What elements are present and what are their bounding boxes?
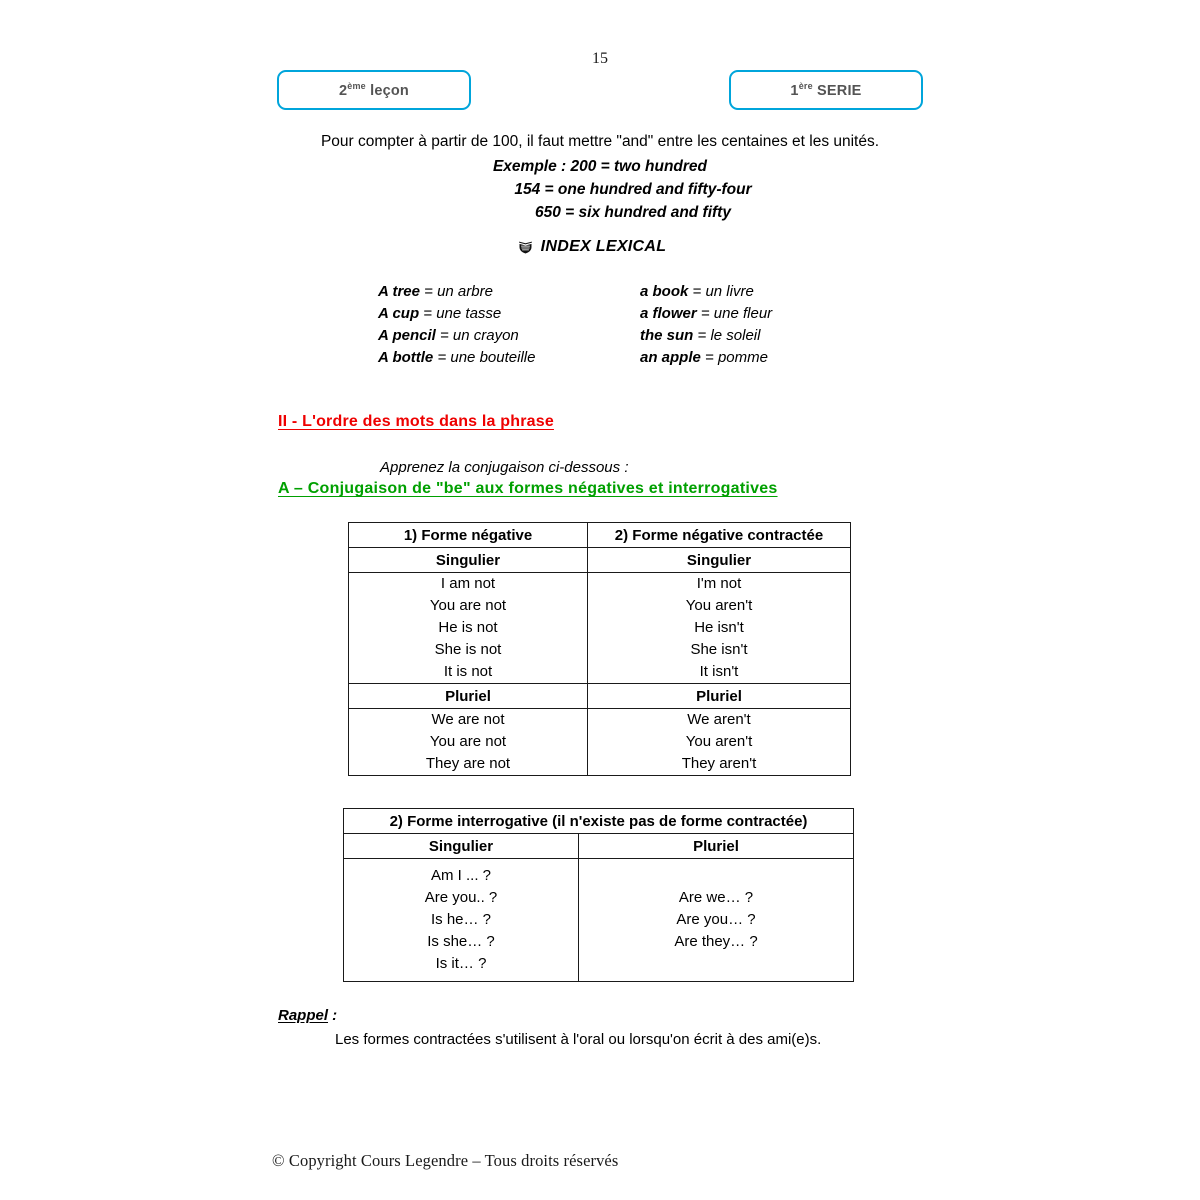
book-icon bbox=[518, 239, 533, 255]
plural-contracted-cell bbox=[588, 709, 851, 776]
conjugation-line: He isn't bbox=[694, 619, 744, 636]
conjugation-line: They are not bbox=[425, 755, 511, 772]
column-header-negative: 1) Forme négative bbox=[349, 523, 588, 548]
page-number: 15 bbox=[592, 50, 608, 67]
vocab-item bbox=[640, 303, 838, 325]
vocab-definition: = le soleil bbox=[693, 327, 761, 344]
conjugation-line: It isn't bbox=[699, 663, 739, 680]
example-line: 650 = six hundred and fifty bbox=[535, 203, 731, 221]
vocab-definition: = un livre bbox=[688, 283, 754, 300]
vocab-definition: = un crayon bbox=[435, 327, 519, 344]
vocabulary-list bbox=[378, 281, 838, 369]
singular-interrogative-cell bbox=[344, 859, 579, 982]
examples-block bbox=[0, 156, 1200, 225]
subsection-heading-be-conjugation: A – Conjugaison de "be" aux formes négatives et interrogatives bbox=[278, 480, 778, 497]
intro-block bbox=[0, 131, 1200, 225]
vocab-item bbox=[378, 281, 640, 303]
instruction-text: Apprenez la conjugaison ci-dessous : bbox=[380, 459, 629, 476]
vocab-item bbox=[378, 303, 640, 325]
singular-contracted-cell bbox=[588, 573, 851, 684]
conjugation-line: You are not bbox=[429, 733, 507, 750]
conjugation-line: They aren't bbox=[681, 755, 757, 772]
interrogative-table-title: 2) Forme interrogative (il n'existe pas de forme contractée) bbox=[344, 809, 854, 834]
vocab-term: the sun bbox=[640, 327, 694, 344]
subheader-pluriel: Pluriel bbox=[579, 834, 854, 859]
vocab-term: A tree bbox=[378, 283, 420, 300]
conjugation-line: I'm not bbox=[696, 575, 742, 592]
conjugation-line: He is not bbox=[438, 619, 498, 636]
table-row bbox=[349, 523, 851, 548]
example-line: 154 = one hundred and fifty-four bbox=[514, 180, 752, 198]
vocab-item bbox=[640, 325, 838, 347]
vocab-term: A bottle bbox=[378, 349, 434, 366]
conjugation-line: It is not bbox=[443, 663, 493, 680]
section-heading-word-order: II - L'ordre des mots dans la phrase bbox=[278, 413, 554, 430]
table-row bbox=[349, 709, 851, 776]
conjugation-line: We aren't bbox=[687, 711, 751, 728]
vocab-term: an apple bbox=[640, 349, 701, 366]
subheader-singulier: Singulier bbox=[344, 834, 579, 859]
vocab-term: A cup bbox=[378, 305, 420, 322]
conjugation-line: Are they… ? bbox=[674, 933, 758, 950]
serie-badge-word: SERIE bbox=[812, 82, 862, 99]
vocab-item bbox=[378, 347, 640, 369]
rappel-colon: : bbox=[328, 1007, 338, 1024]
example-line: Exemple : 200 = two hundred bbox=[492, 158, 708, 175]
vocab-item bbox=[640, 281, 838, 303]
serie-badge-ordinal: ère bbox=[798, 81, 813, 92]
table-row bbox=[349, 573, 851, 684]
vocab-definition: = pomme bbox=[700, 349, 768, 366]
serie-badge-number: 1 bbox=[790, 82, 799, 99]
table-row bbox=[349, 684, 851, 709]
table-row bbox=[349, 548, 851, 573]
table-row bbox=[344, 809, 854, 834]
conjugation-line: You aren't bbox=[685, 733, 753, 750]
vocab-term: a book bbox=[640, 283, 689, 300]
conjugation-line: Are you… ? bbox=[676, 911, 756, 928]
conjugation-line: Is he… ? bbox=[430, 911, 492, 928]
lesson-badge bbox=[277, 70, 471, 110]
conjugation-line: You are not bbox=[429, 597, 507, 614]
lesson-badge-number: 2 bbox=[339, 82, 348, 99]
lesson-badge-word: leçon bbox=[365, 82, 409, 99]
lesson-badge-ordinal: ème bbox=[347, 81, 366, 92]
subheader-singulier-left: Singulier bbox=[349, 548, 588, 573]
singular-negative-cell bbox=[349, 573, 588, 684]
plural-negative-cell bbox=[349, 709, 588, 776]
rappel-body-text: Les formes contractées s'utilisent à l'oral ou lorsqu'on écrit à des ami(e)s. bbox=[335, 1031, 822, 1048]
conjugation-line: Is she… ? bbox=[427, 933, 495, 950]
vocab-definition: = une tasse bbox=[419, 305, 502, 322]
vocab-definition: = une bouteille bbox=[433, 349, 536, 366]
conjugation-line: We are not bbox=[431, 711, 505, 728]
vocab-definition: = un arbre bbox=[419, 283, 493, 300]
conjugation-line: She is not bbox=[434, 641, 502, 658]
rappel-heading bbox=[278, 1007, 337, 1024]
column-header-negative-contracted: 2) Forme négative contractée bbox=[588, 523, 851, 548]
negative-forms-table bbox=[348, 522, 851, 776]
rappel-label: Rappel bbox=[278, 1007, 329, 1024]
vocab-definition: = une fleur bbox=[696, 305, 773, 322]
copyright-footer: © Copyright Cours Legendre – Tous droits réservés bbox=[272, 1151, 619, 1170]
index-lexical-title: INDEX LEXICAL bbox=[540, 238, 667, 255]
lesson-badge-label bbox=[339, 81, 409, 99]
plural-interrogative-cell bbox=[579, 859, 854, 982]
conjugation-line: You aren't bbox=[685, 597, 753, 614]
vocab-term: A pencil bbox=[378, 327, 436, 344]
serie-badge bbox=[729, 70, 923, 110]
vocab-term: a flower bbox=[640, 305, 697, 322]
serie-badge-label bbox=[790, 81, 861, 99]
subheader-pluriel-right: Pluriel bbox=[588, 684, 851, 709]
counting-rule-text: Pour compter à partir de 100, il faut mettre "and" entre les centaines et les unités. bbox=[320, 133, 880, 150]
vocab-item bbox=[640, 347, 838, 369]
conjugation-line: Am I ... ? bbox=[430, 867, 491, 884]
conjugation-line: Are you.. ? bbox=[424, 889, 498, 906]
index-lexical-header bbox=[0, 238, 1200, 260]
table-row bbox=[344, 859, 854, 982]
conjugation-line: Are we… ? bbox=[678, 889, 754, 906]
vocab-item bbox=[378, 325, 640, 347]
subheader-singulier-right: Singulier bbox=[588, 548, 851, 573]
conjugation-line: Is it… ? bbox=[435, 955, 487, 972]
conjugation-line: She isn't bbox=[690, 641, 748, 658]
conjugation-line: I am not bbox=[440, 575, 496, 592]
interrogative-forms-table bbox=[343, 808, 854, 982]
subheader-pluriel-left: Pluriel bbox=[349, 684, 588, 709]
table-row bbox=[344, 834, 854, 859]
